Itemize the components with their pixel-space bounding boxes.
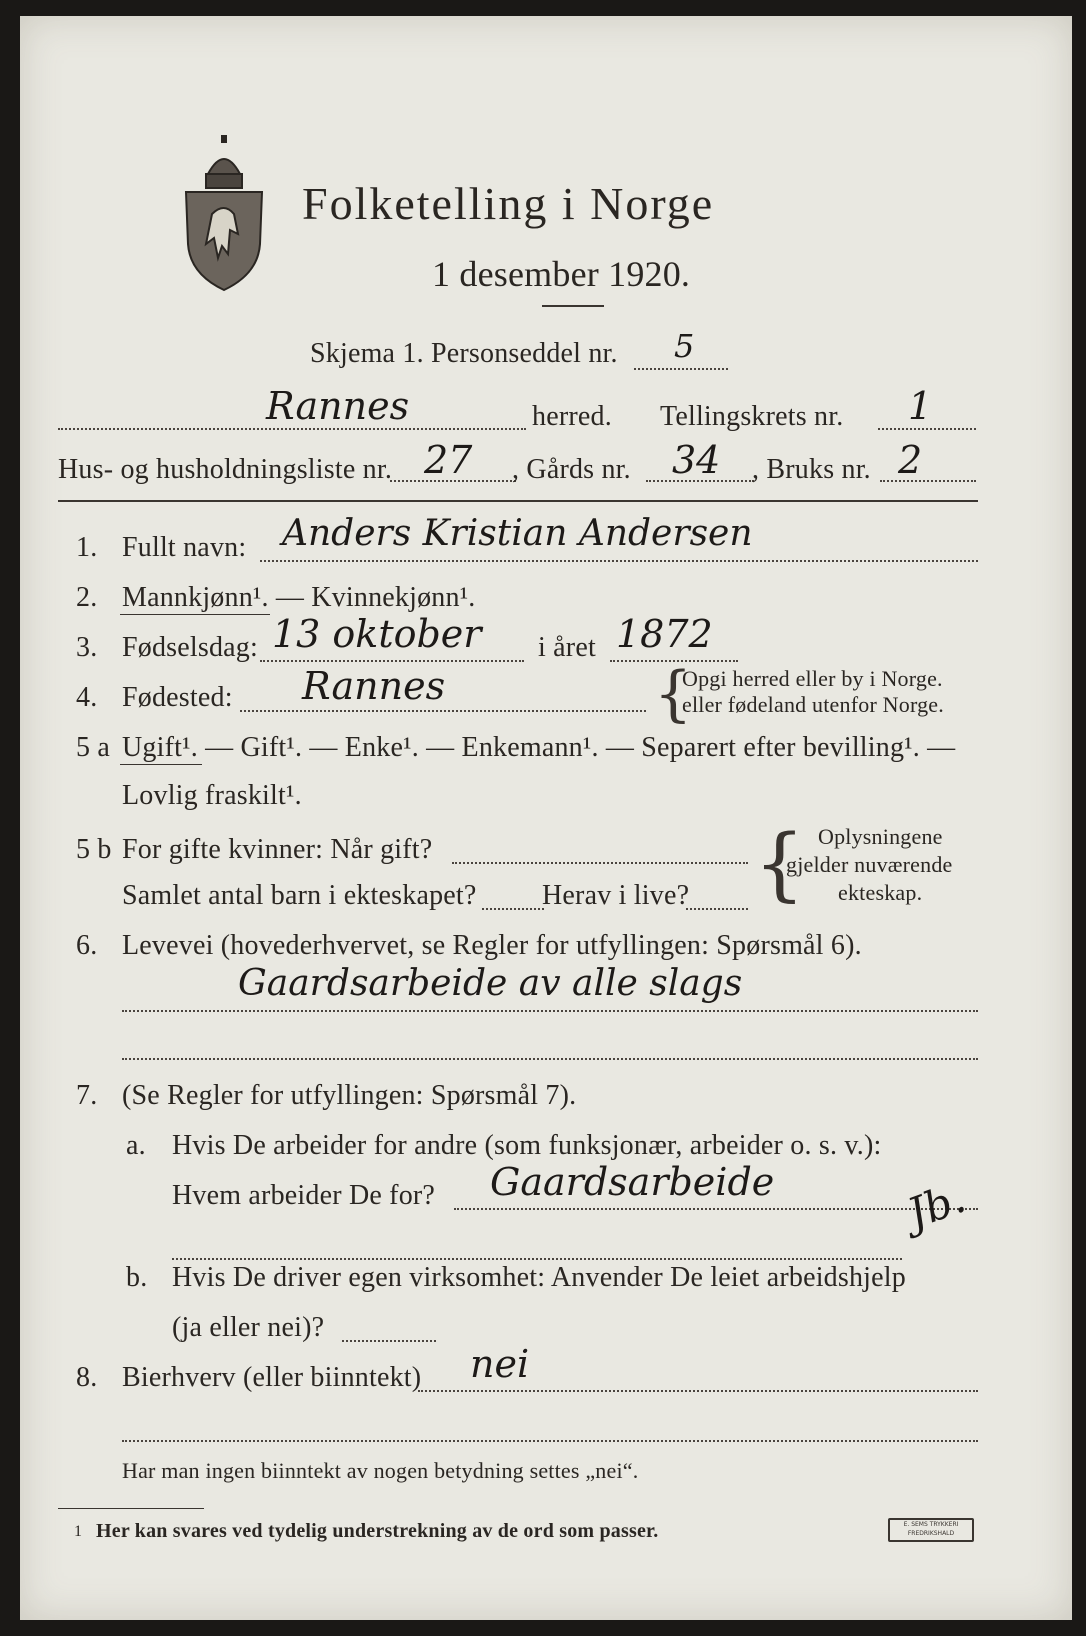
q7a-dots-line2 [172, 1258, 902, 1260]
q4-number: 4. [76, 682, 98, 713]
coat-of-arms-icon [178, 134, 270, 294]
bruks-label: , Bruks nr. [752, 454, 871, 485]
q7a-dots-line1 [454, 1208, 978, 1210]
biinntekt-note: Har man ingen biinntekt av nogen betydning settes „nei“. [122, 1458, 639, 1483]
q5b-label: For gifte kvinner: Når gift? [122, 834, 433, 865]
title-divider [542, 305, 604, 307]
q1-label: Fullt navn: [122, 532, 247, 563]
herred-value: Rannes [266, 384, 410, 428]
tellingskrets-value: 1 [908, 384, 933, 428]
q5b-married-dots [452, 862, 748, 864]
q7-number: 7. [76, 1080, 98, 1111]
q6-dots-line1 [122, 1010, 978, 1012]
q5b-alive-dots [686, 908, 748, 910]
q6-number: 6. [76, 930, 98, 961]
q3-birth-year: 1872 [616, 612, 713, 656]
q3-year-label: i året [538, 632, 596, 663]
q6-dots-line2 [122, 1058, 978, 1060]
q7b-yes-no-label: (ja eller nei)? [172, 1312, 325, 1343]
q4-label: Fødested: [122, 682, 233, 713]
q5a-number: 5 a [76, 732, 111, 763]
q4-note-line1: Opgi herred eller by i Norge. [682, 666, 943, 691]
q8-number: 8. [76, 1362, 98, 1393]
footnote-text: Her kan svares ved tydelig understrekning av de ord som passer. [96, 1520, 659, 1542]
tellingskrets-dots [878, 428, 976, 430]
printer-stamp: E. SEMS TRYKKERI FREDRIKSHALD [888, 1518, 974, 1542]
q1-dots [260, 560, 978, 562]
q8-dots-line2 [122, 1440, 978, 1442]
census-date: 1 desember 1920. [432, 254, 691, 294]
q3-number: 3. [76, 632, 98, 663]
q5b-children-dots [482, 908, 544, 910]
q1-number: 1. [76, 532, 98, 563]
q1-full-name: Anders Kristian Andersen [282, 513, 753, 554]
q7a-employer-label: Hvem arbeider De for? [172, 1180, 436, 1211]
footnote-rule [58, 1508, 204, 1509]
q8-label: Bierhverv (eller biinntekt) [122, 1362, 422, 1393]
q3-label: Fødselsdag: [122, 632, 258, 663]
footnote-mark: 1 [74, 1523, 83, 1540]
q2-number: 2. [76, 582, 98, 613]
skjema-label: Skjema 1. Personseddel nr. [310, 338, 618, 369]
q5b-note-line1: Oplysningene [818, 824, 943, 849]
q3-date-dots [260, 660, 524, 662]
header-separator [58, 500, 978, 502]
q4-note-line2: eller fødeland utenfor Norge. [682, 692, 944, 717]
q5a-underline-ugift [120, 764, 202, 765]
q7a-letter: a. [126, 1130, 146, 1161]
q4-brace: { [654, 659, 693, 729]
herred-dots [58, 428, 526, 430]
q5b-brace: { [754, 817, 805, 910]
q2-gender-options: Mannkjønn¹. — Kvinnekjønn¹. [122, 582, 476, 613]
tellingskrets-label: Tellingskrets nr. [660, 401, 844, 432]
q3-birth-date: 13 oktober [272, 612, 482, 656]
personseddel-dots [634, 368, 728, 370]
q2-underline-mannkjonn [120, 614, 270, 615]
q4-birthplace: Rannes [302, 664, 446, 708]
q5b-note-line2: gjelder nuværende [786, 852, 953, 877]
q7b-dots [342, 1340, 436, 1342]
hus-value: 27 [424, 438, 473, 482]
q5b-children-label: Samlet antal barn i ekteskapet? [122, 880, 477, 911]
q6-occupation: Gaardsarbeide av alle slags [238, 963, 743, 1004]
census-form-sheet [20, 16, 1072, 1620]
q5b-note-line3: ekteskap. [838, 880, 923, 905]
gards-value: 34 [672, 438, 721, 482]
herred-label: herred. [532, 401, 612, 432]
q7-label: (Se Regler for utfyllingen: Spørsmål 7). [122, 1080, 577, 1111]
q7a-label: Hvis De arbeider for andre (som funksjonær, arbeider o. s. v.): [172, 1130, 882, 1161]
q4-dots [240, 710, 646, 712]
bruks-dots [880, 480, 976, 482]
q7b-label: Hvis De driver egen virksomhet: Anvender De leiet arbeidshjelp [172, 1262, 906, 1293]
q7a-employer: Gaardsarbeide [490, 1160, 775, 1204]
q8-secondary-income: nei [470, 1342, 530, 1386]
q5a-marital-options-cont: Lovlig fraskilt¹. [122, 780, 302, 811]
q7b-letter: b. [126, 1262, 148, 1293]
q5b-number: 5 b [76, 834, 112, 865]
bruks-value: 2 [898, 438, 923, 482]
q6-label: Levevei (hovederhvervet, se Regler for utfyllingen: Spørsmål 6). [122, 930, 862, 961]
q5b-alive-label: Herav i live? [542, 880, 690, 911]
personseddel-number: 5 [674, 327, 695, 365]
q5a-marital-options: Ugift¹. — Gift¹. — Enke¹. — Enkemann¹. — Separert efter bevilling¹. — [122, 732, 956, 763]
gards-label: , Gårds nr. [512, 454, 631, 485]
q7a-annotation-mark: Jb. [901, 1172, 972, 1239]
form-title: Folketelling i Norge [302, 178, 715, 229]
hus-label: Hus- og husholdningsliste nr. [58, 454, 393, 485]
q8-dots [418, 1390, 978, 1392]
